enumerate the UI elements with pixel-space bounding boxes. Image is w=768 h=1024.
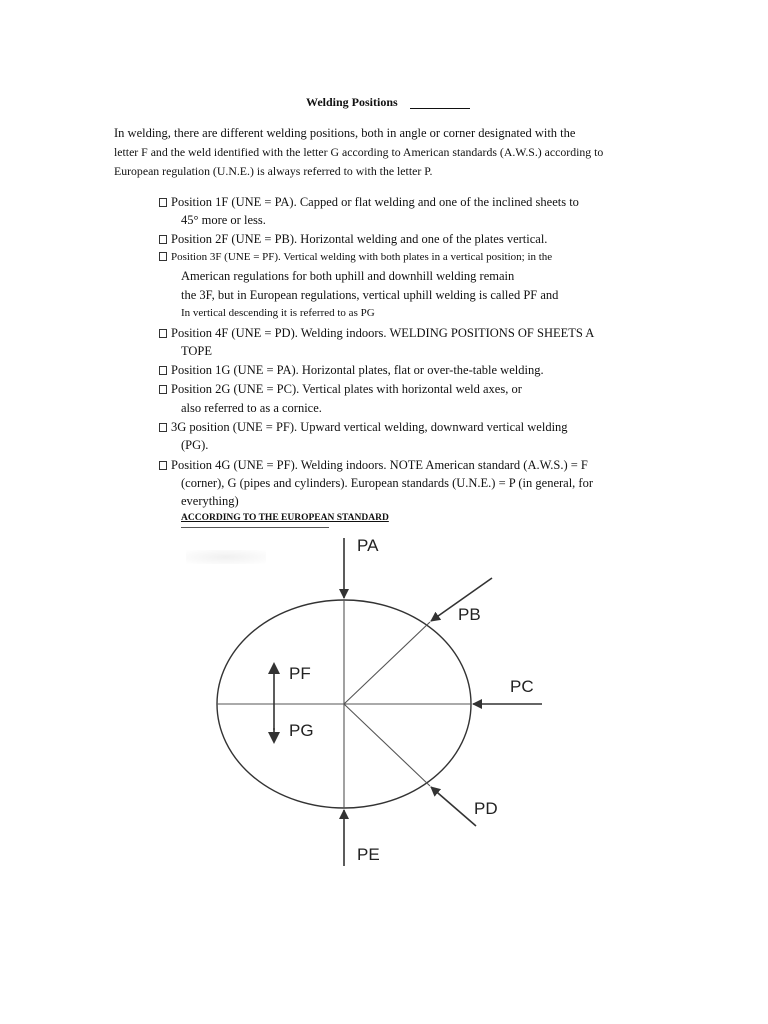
list-item-text: Position 1G (UNE = PA). Horizontal plates, flat or over-the-table welding. bbox=[171, 363, 544, 377]
list-item-text: Position 2G (UNE = PC). Vertical plates with horizontal weld axes, or bbox=[171, 382, 522, 396]
list-item-3-cont-1: American regulations for both uphill and downhill welding remain bbox=[181, 269, 515, 283]
label-pg: PG bbox=[289, 721, 314, 740]
list-item-text: Position 4G (UNE = PF). Welding indoors. NOTE American standard (A.W.S.) = F bbox=[171, 458, 588, 472]
list-item-4-cont: TOPE bbox=[181, 344, 213, 358]
intro-line-3: European regulation (U.N.E.) is always referred to with the letter P. bbox=[114, 164, 433, 178]
list-item-8-cont-2: everything) bbox=[181, 494, 239, 508]
label-pa: PA bbox=[357, 536, 379, 555]
pd-radius-line bbox=[344, 704, 430, 786]
pb-radius-line bbox=[344, 622, 430, 704]
list-item-text: 3G position (UNE = PF). Upward vertical welding, downward vertical welding bbox=[171, 420, 568, 434]
list-item-text: Position 4F (UNE = PD). Welding indoors. WELDING POSITIONS OF SHEETS A bbox=[171, 326, 595, 340]
label-pc: PC bbox=[510, 677, 534, 696]
list-item-1-cont: 45° more or less. bbox=[181, 213, 266, 227]
list-item-text: Position 2F (UNE = PB). Horizontal welding and one of the plates vertical. bbox=[171, 232, 548, 246]
list-item-6-cont: also referred to as a cornice. bbox=[181, 401, 322, 415]
section-subheading: ACCORDING TO THE EUROPEAN STANDARD bbox=[181, 513, 389, 523]
pd-arrow-icon bbox=[431, 787, 476, 826]
list-item-text: Position 1F (UNE = PA). Capped or flat welding and one of the inclined sheets to bbox=[171, 195, 579, 209]
list-item-7-cont: (PG). bbox=[181, 438, 209, 452]
document-title: Welding Positions bbox=[306, 95, 398, 109]
intro-line-1: In welding, there are different welding positions, both in angle or corner designated with the bbox=[114, 126, 576, 140]
intro-line-2: letter F and the weld identified with the letter G according to American standards (A.W.S.) according to bbox=[114, 145, 604, 159]
label-pb: PB bbox=[458, 605, 481, 624]
list-item-3-cont-3: In vertical descending it is referred to as PG bbox=[181, 307, 375, 319]
list-item-3-cont-2: the 3F, but in European regulations, vertical uphill welding is called PF and bbox=[181, 288, 559, 302]
label-pf: PF bbox=[289, 664, 311, 683]
list-item-8-cont-1: (corner), G (pipes and cylinders). European standards (U.N.E.) = P (in general, for bbox=[181, 476, 593, 490]
label-pe: PE bbox=[357, 845, 380, 864]
list-item-text: Position 3F (UNE = PF). Vertical welding with both plates in a vertical position; in the bbox=[171, 251, 553, 263]
label-pd: PD bbox=[474, 799, 498, 818]
